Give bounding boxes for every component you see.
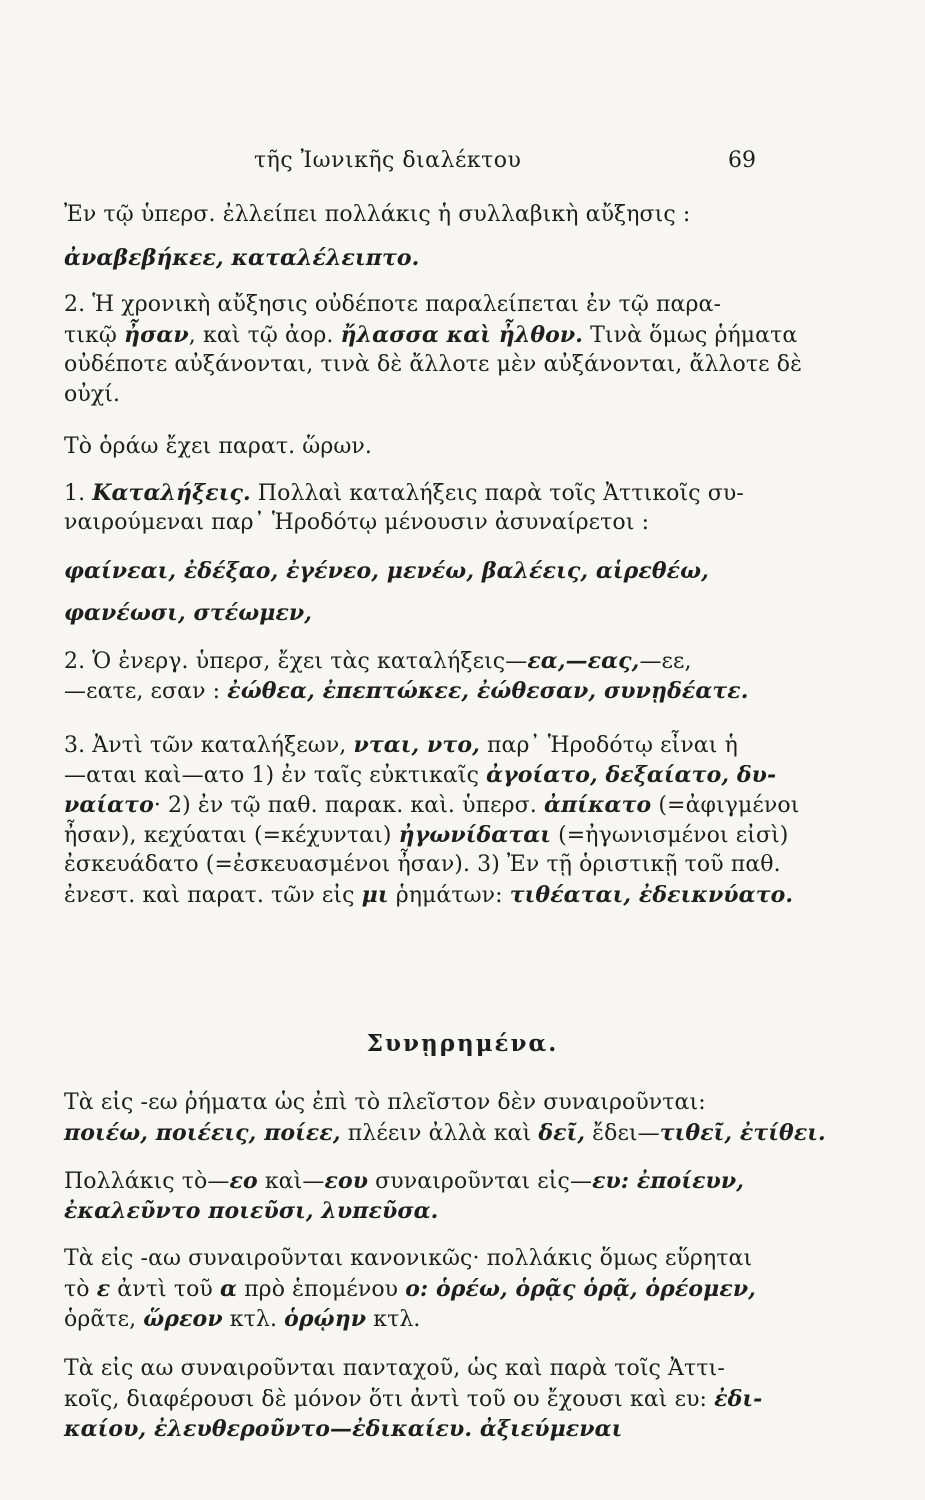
text-run: Πολλάκις τὸ— [64,1169,230,1194]
emphasized-form: ἤλασσα καὶ ἦλθον. [340,322,584,348]
emphasized-form: φανέωσι, στέωμεν, [64,600,313,626]
emphasized-form: εα,—εας, [527,648,640,674]
emphasized-form: ἀναβεβήκεε, καταλέλειπτο. [64,245,420,271]
text-run: πλέειν ἀλλὰ καὶ [340,1121,539,1146]
text-run: παρ᾽ Ἡροδότῳ εἶναι ἡ [479,733,738,758]
text-line [64,646,774,677]
text-run: , καὶ τῷ ἀορ. [188,323,341,348]
emphasized-form: τιθεῖ, ἐτίθει. [659,1120,826,1146]
emphasized-form: ὁρῴην [284,1306,367,1332]
text-run: συναιροῦνται εἰς— [368,1169,593,1194]
emphasized-form: ἐδι- [714,1386,763,1412]
emphasized-form: τιθέαται, ἐδεικνύατο. [509,882,794,908]
text-line [64,350,802,380]
emphasized-form: ἠγωνίδαται [398,822,551,848]
text-line [64,1384,774,1415]
text-run: —εατε, εσαν : [64,679,228,704]
text-run: τὸ [64,1277,97,1302]
text-run: ἐσκευάδατο (=ἐσκευασμένοι ἦσαν). 3) Ἐν τῇ ὁριστικῇ τοῦ παθ. [64,852,781,877]
text-run: 3. Ἀντὶ τῶν καταλήξεων, [64,733,354,758]
text-run: (=ἀφιγμένοι [651,793,800,818]
emphasized-form: ἀγοίατο, δεξαίατο, δυ- [486,762,777,788]
page-number: 69 [728,148,756,173]
section-heading: Συνῃρημένα. [366,1030,559,1057]
text-run: ὁρᾶτε, [64,1307,144,1332]
text-line [64,243,774,274]
text-line [64,200,774,230]
text-run: Ἐν τῷ ὑπερσ. ἐλλείπει πολλάκις ἡ συλλαβικὴ αὔξησις : [64,202,691,227]
text-run: (=ἠγωνισμένοι εἰσὶ) [551,823,789,848]
text-line [64,320,798,351]
text-run: ῥημάτων: [388,883,510,908]
emphasized-form: καίου, ἐλευθεροῦντο—ἐδικαίευ. ἀξιεύμεναι [64,1416,623,1442]
emphasized-form: νται, ντο, [353,732,480,758]
text-run: κτλ. [222,1307,285,1332]
emphasized-form: ναίατο [64,792,154,818]
text-run: καὶ— [257,1169,325,1194]
text-run: 2. Ἡ χρονικὴ αὔξησις οὐδέποτε παραλείπεται ἐν τῷ παρα- [64,292,722,317]
text-line [64,1118,826,1149]
text-line [64,1196,774,1227]
running-head [0,148,925,178]
text-run: 2. Ὁ ἐνεργ. ὑπερσ, ἔχει τὰς καταλήξεις— [64,649,528,674]
text-line [64,598,774,629]
text-line [64,1244,774,1274]
text-run: ἀντὶ τοῦ [110,1277,220,1302]
text-line [64,380,774,410]
text-run: Πολλαὶ καταλήξεις παρὰ τοῖς Ἀττικοῖς συ- [250,481,744,506]
emphasized-form: ἦσαν [123,322,189,348]
emphasized-form: ὥρεον [143,1306,223,1332]
text-line [64,290,774,320]
text-run: οὐχί. [64,382,121,407]
text-line [64,432,774,462]
text-line [64,730,774,761]
text-run: · 2) ἐν τῷ παθ. παρακ. καὶ. ὑπερσ. [153,793,544,818]
text-run: Τὰ εἰς -εω ῥήματα ὡς ἐπὶ τὸ πλεῖστον δὲν συναιροῦνται: [64,1090,706,1115]
text-run: ναιρούμεναι παρ᾽ Ἡροδότῳ μένουσιν ἀσυναίρετοι : [64,510,650,535]
text-line [64,1304,774,1335]
text-run: Τινὰ ὅμως ῥήματα [583,323,798,348]
emphasized-form: α [220,1276,238,1302]
emphasized-form: ε [96,1276,111,1302]
emphasized-form: εου [324,1168,369,1194]
text-line [64,850,781,880]
text-run: Τὰ εἰς αω συναιροῦνται πανταχοῦ, ὡς καὶ παρὰ τοῖς Ἀττι- [64,1356,725,1381]
emphasized-form: δεῖ, [538,1120,586,1146]
text-line [64,556,774,587]
text-run: πρὸ ἑπομένου [237,1277,406,1302]
text-run: 1. [64,481,93,506]
text-line [64,1414,774,1445]
text-line [64,676,774,707]
text-line [64,760,777,791]
text-line [64,1354,774,1384]
text-line [64,790,800,821]
emphasized-form: ο: ὁρέω, ὁρᾷς ὁρᾷ, ὁρέομεν, [405,1276,756,1302]
text-run: ἦσαν), κεχύαται (=κέχυνται) [64,823,399,848]
text-line [64,1166,774,1197]
emphasized-form: ευ: ἐποίευν, [592,1168,745,1194]
emphasized-form: ποιέω, ποιέεις, ποίεε, [64,1120,341,1146]
text-run: ἐνεστ. καὶ παρατ. τῶν εἰς [64,883,362,908]
text-run: —αται καὶ—ατο 1) ἐν ταῖς εὐκτικαῖς [64,763,487,788]
emphasized-form: φαίνεαι, ἐδέξαο, ἐγένεο, μενέω, βαλέεις, αἱρεθέω, [64,558,709,584]
emphasized-form: ἐώθεα, ἐπεπτώκεε, ἐώθεσαν, συνῃδέατε. [227,678,749,704]
text-run: οὐδέποτε αὐξάνονται, τινὰ δὲ ἄλλοτε μὲν αὐξάνονται, ἄλλοτε δὲ [64,352,802,377]
emphasized-form: ἐκαλεῦντο ποιεῦσι, λυπεῦσα. [64,1198,439,1224]
text-run: —εε, [639,649,692,674]
text-line [64,1274,774,1305]
emphasized-form: εο [229,1168,258,1194]
running-title: τῆς Ἰωνικῆς διαλέκτου [254,148,522,173]
text-line [64,508,774,538]
text-run: Τὸ ὁράω ἔχει παρατ. ὥρων. [64,434,372,459]
text-line [64,880,794,911]
text-run: κοῖς, διαφέρουσι δὲ μόνον ὅτι ἀντὶ τοῦ ου ἔχουσι καὶ ευ: [64,1387,715,1412]
emphasized-form: μι [361,882,389,908]
text-run: Τὰ εἰς -αω συναιροῦνται κανονικῶς· πολλάκις ὅμως εὕρηται [64,1246,753,1271]
text-line [64,478,774,509]
text-run: τικῷ [64,323,124,348]
text-line [64,1088,774,1118]
text-line [64,820,789,851]
emphasized-form: Καταλήξεις. [92,480,251,506]
text-run: ἔδει— [585,1121,660,1146]
text-run: κτλ. [366,1307,421,1332]
emphasized-form: ἀπίκατο [543,792,652,818]
